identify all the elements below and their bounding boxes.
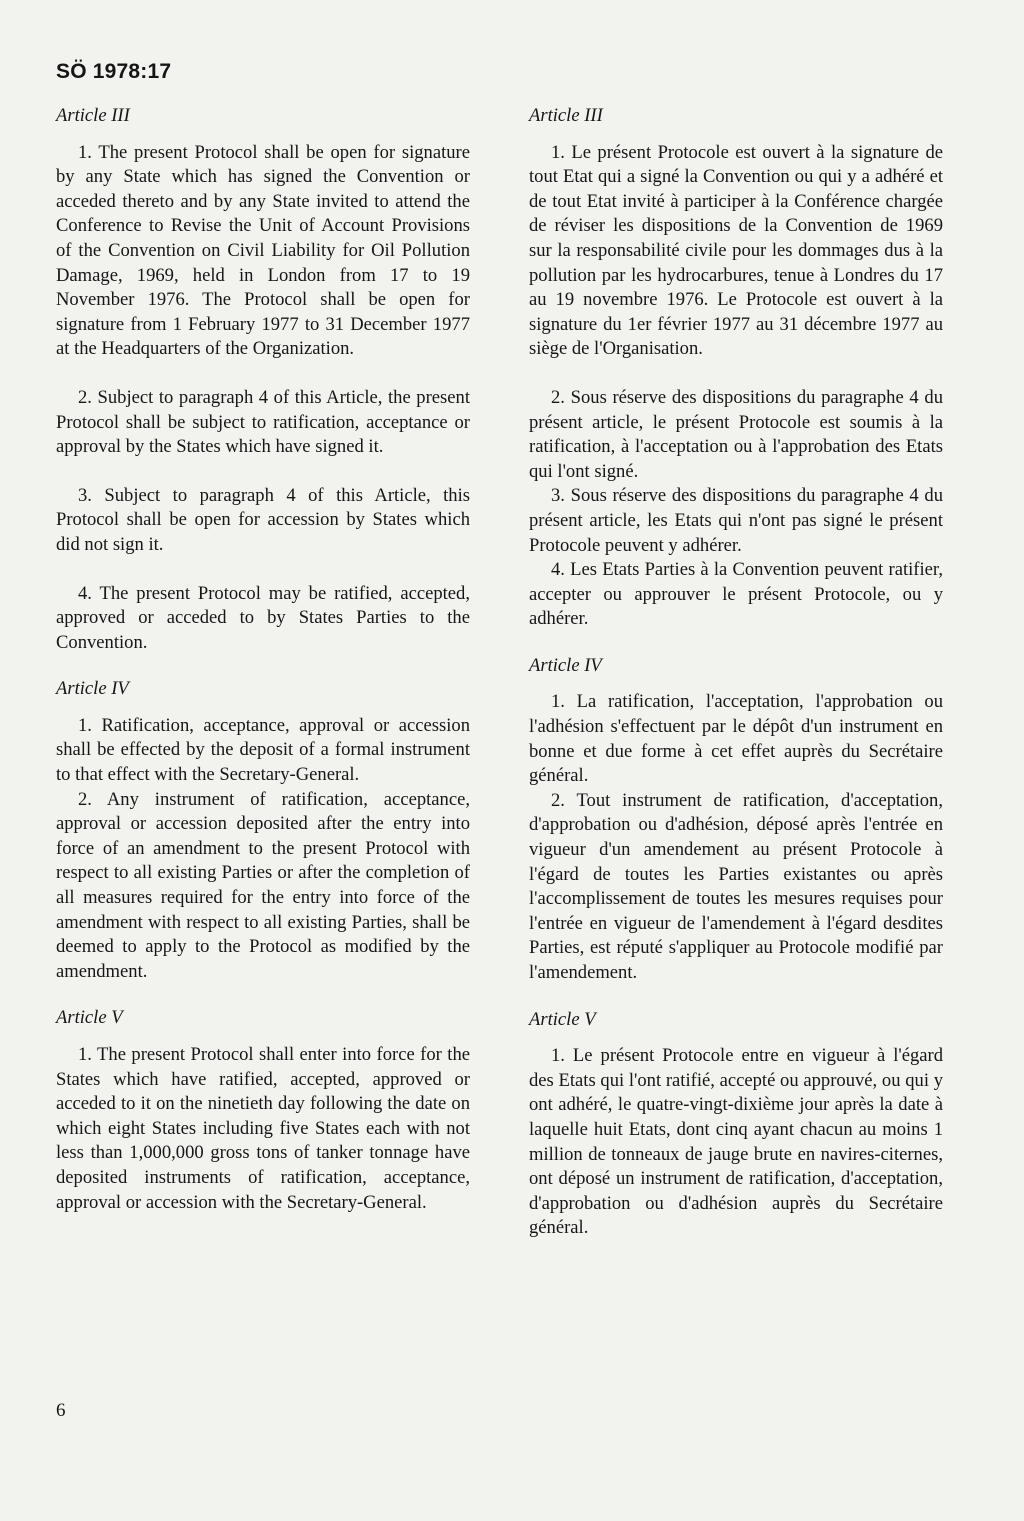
article-iv-paragraph-2-fr: 2. Tout instrument de ratification, d'acceptation, d'approbation ou d'adhésion, déposé après l'entrée en vigueur d'un amendement au présent Protocole à l'égard de toutes les Parties existantes ou après l'accomplissement de toutes les mesures requises pour l'entrée en vigueur de l'amendement à l'égard desdites Parties, est réputé s'appliquer au Protocole modifié par l'amendement. (529, 789, 943, 983)
english-column (56, 104, 470, 1215)
french-column (529, 104, 943, 1241)
document-reference: SÖ 1978:17 (56, 60, 172, 83)
article-iv-paragraph-1-fr: 1. La ratification, l'acceptation, l'approbation ou l'adhésion s'effectuent par le dépôt d'un instrument en bonne et due forme à cet effet auprès du Secrétaire général. (529, 691, 943, 787)
article-v-heading-en: Article V (56, 1007, 123, 1029)
article-iii-heading-en: Article III (56, 105, 130, 126)
article-iv-heading-fr: Article IV (529, 654, 602, 676)
article-iv-paragraph-1-en: 1. Ratification, acceptance, approval or accession shall be effected by the deposit of a formal instrument to that effect with the Secretary-General. (56, 714, 470, 786)
article-iii-paragraph-2-en: 2. Subject to paragraph 4 of this Article, the present Protocol shall be subject to ratification, acceptance or approval by the States which have signed it. (56, 386, 470, 458)
article-v-paragraph-1-fr: 1. Le présent Protocole entre en vigueur à l'égard des Etats qui l'ont ratifié, accepté ou approuvé, ou qui y ont adhéré, le quatre-vingt-dixième jour après la date à laquelle huit Etats, dont cinq ayant chacun au moins 1 million de tonneaux de jauge brute en navires-citernes, ont déposé un instrument de ratification, d'acceptation, d'approbation ou d'adhésion auprès du Secrétaire général. (529, 1045, 943, 1239)
article-iii-paragraph-1-fr: 1. Le présent Protocole est ouvert à la signature de tout Etat qui a signé la Convention ou qui y a adhéré et de tout Etat invité à participer à la Conférence chargée de réviser les dispositions de la Convention de 1969 sur la responsabilité civile pour les dommages dus à la pollution par les hydrocarbures, tenue à Londres du 17 au 19 novembre 1976. Le Protocole est ouvert à la signature du 1er février 1977 au 31 décembre 1977 au siège de l'Organisation. (529, 141, 943, 360)
article-iii-paragraph-3-fr: 3. Sous réserve des dispositions du paragraphe 4 du présent article, les Etats qui n'ont pas signé le présent Protocole peuvent y adhérer. (529, 485, 943, 556)
article-iii-paragraph-1-en: 1. The present Protocol shall be open for signature by any State which has signed the Convention or acceded thereto and by any State invited to attend the Conference to Revise the Unit of Account Provisions of the Convention on Civil Liability for Oil Pollution Damage, 1969, held in London from 17 to 19 November 1976. The Protocol shall be open for signature from 1 February 1977 to 31 December 1977 at the Headquarters of the Organization. (56, 141, 470, 360)
article-v-heading-fr: Article V (529, 1008, 596, 1030)
article-iv-heading-en: Article IV (56, 678, 129, 700)
article-iii-paragraph-2-fr: 2. Sous réserve des dispositions du paragraphe 4 du présent article, le présent Protocole est soumis à la ratification, à l'acceptation ou à l'approbation des Etats qui l'ont signé. (529, 386, 943, 482)
article-v-paragraph-1-en: 1. The present Protocol shall enter into force for the States which have ratified, accepted, approved or acceded to it on the ninetieth day following the date on which eight States including five States each with not less than 1,000,000 gross tons of tanker tonnage have deposited instruments of ratification, acceptance, approval or accession with the Secretary-General. (56, 1044, 470, 1213)
page-number: 6 (56, 1400, 66, 1421)
article-iii-paragraph-3-en: 3. Subject to paragraph 4 of this Article, this Protocol shall be open for accession by States which did not sign it. (56, 484, 470, 555)
article-iii-heading-fr: Article III (529, 105, 603, 126)
article-iii-paragraph-4-fr: 4. Les Etats Parties à la Convention peuvent ratifier, accepter ou approuver le présent Protocole, ou y adhérer. (529, 559, 943, 630)
article-iv-paragraph-2-en: 2. Any instrument of ratification, acceptance, approval or accession deposited after the entry into force of an amendment to the present Protocol with respect to all existing Parties or after the completion of all measures required for the entry into force of the amendment with respect to all existing Parties, shall be deemed to apply to the Protocol as modified by the amendment. (56, 788, 470, 982)
article-iii-paragraph-4-en: 4. The present Protocol may be ratified, accepted, approved or acceded to by States Parties to the Convention. (56, 582, 470, 653)
